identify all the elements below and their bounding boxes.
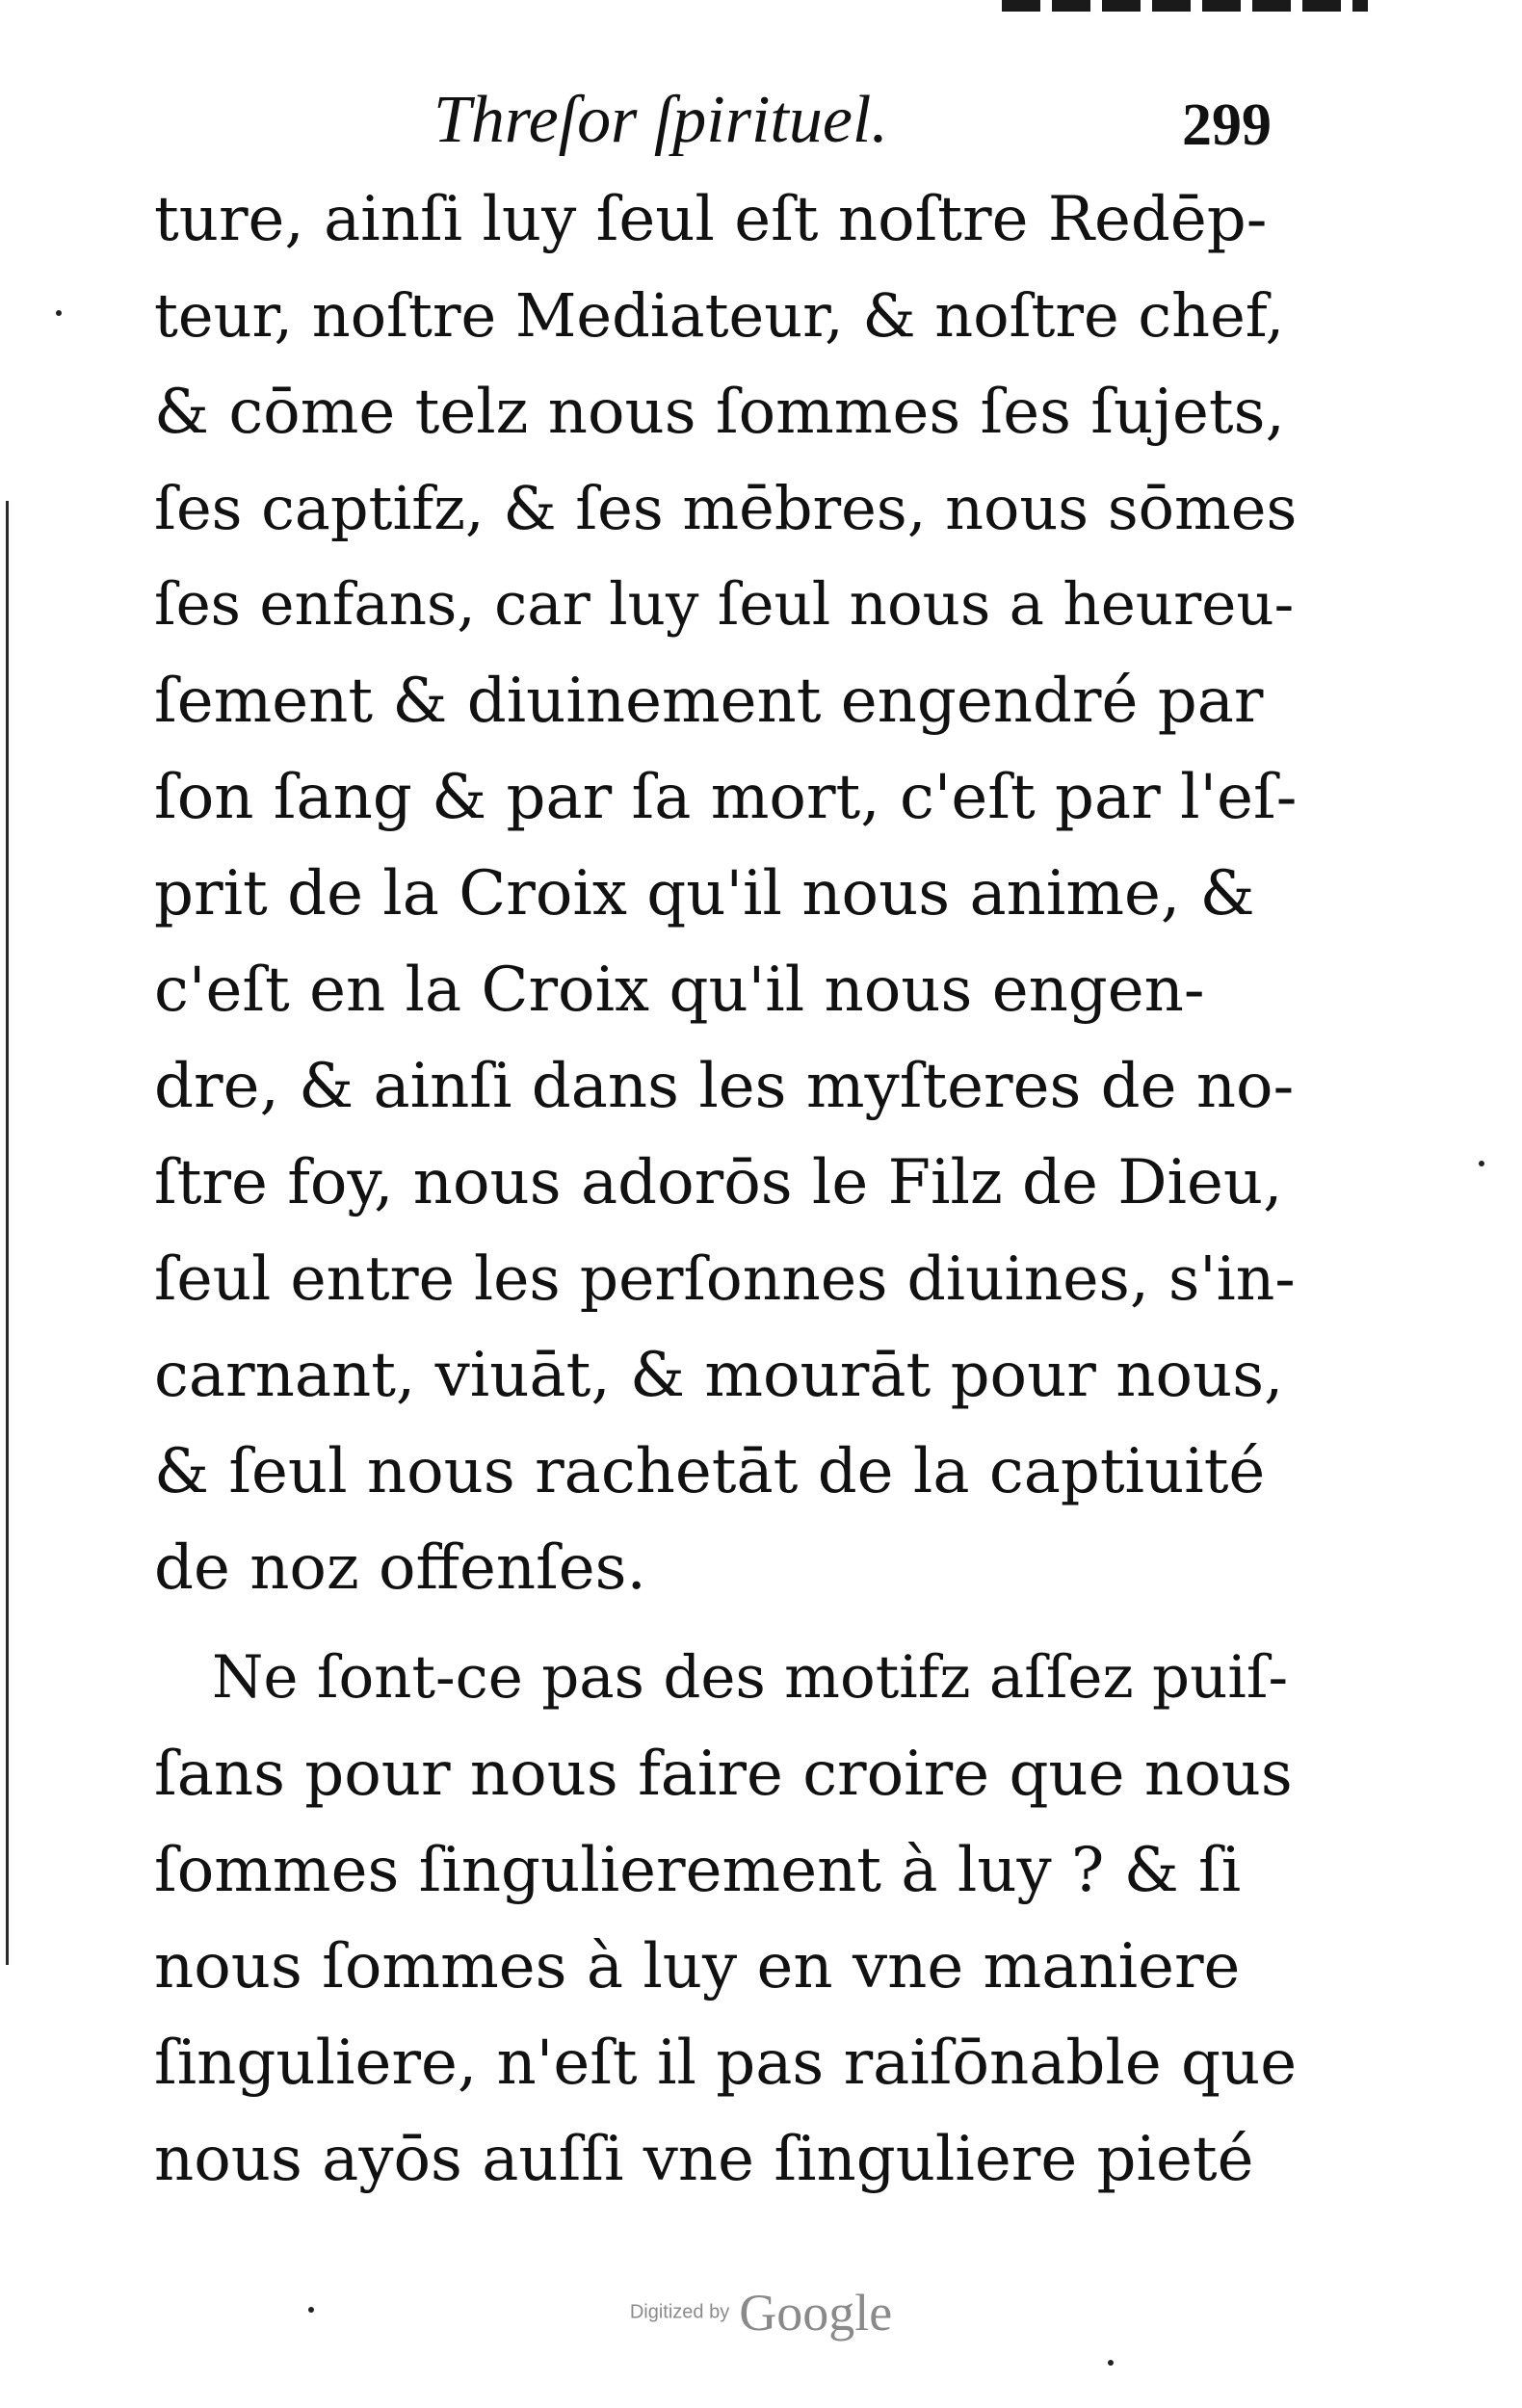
paragraph-gap	[154, 1616, 1300, 1630]
text-line: Ne ſont-ce pas des motifz aſſez puiſ-	[212, 1643, 1289, 1712]
text-line: ſans pour nous faire croire que nous	[154, 1739, 1293, 1810]
scan-edge-marks	[1002, 0, 1368, 12]
text-line: ſon ſang & par ſa mort, c'eſt par l'eſ-	[154, 762, 1298, 833]
scan-speck	[1108, 2360, 1114, 2366]
text-line: nous ſommes à luy en vne maniere	[154, 1931, 1241, 2002]
text-line: ſtre foy, nous adorōs le Filz de Dieu,	[154, 1147, 1283, 1218]
page-edge-shadow	[6, 501, 9, 1965]
text-line: & ſeul nous rachetāt de la captiuité	[154, 1436, 1266, 1507]
text-line: ſes captifz, & ſes mēbres, nous sōmes	[154, 473, 1298, 543]
text-line: nous ayōs auſſi vne ſinguliere pieté	[154, 2124, 1254, 2195]
text-line: ture, ainſi luy ſeul eſt noſtre Redēp-	[154, 184, 1268, 255]
page-header	[144, 77, 1291, 164]
google-logo: Google	[739, 2284, 893, 2342]
text-line: prit de la Croix qu'il nous anime, &	[154, 858, 1255, 929]
running-title: Threſor ſpirituel.	[433, 83, 888, 157]
digitized-watermark	[0, 2283, 1522, 2343]
body-text	[154, 171, 1300, 2208]
text-line: ſommes ſingulierement à luy ? & ſi	[154, 1835, 1242, 1906]
scan-speck	[56, 310, 62, 316]
text-line: ſement & diuinement engendré par	[154, 666, 1264, 737]
text-line: c'eſt en la Croix qu'il nous engen-	[154, 955, 1205, 1026]
text-line: teur, noſtre Mediateur, & noſtre chef,	[154, 280, 1285, 351]
text-line: ſeul entre les perſonnes diuines, s'in-	[154, 1243, 1296, 1314]
page-number: 299	[1182, 92, 1272, 158]
text-line: de noz offenſes.	[154, 1532, 646, 1604]
text-line: dre, & ainſi dans les myſteres de no-	[154, 1051, 1295, 1122]
scan-speck	[1479, 1161, 1484, 1166]
text-line: ſes enfans, car luy ſeul nous a heureu-	[154, 570, 1295, 639]
watermark-prefix: Digitized by	[629, 2301, 730, 2323]
text-line: ſinguliere, n'eſt il pas raiſōnable que	[154, 2028, 1298, 2099]
text-line: & cōme telz nous ſommes ſes ſujets,	[154, 377, 1285, 448]
text-line: carnant, viuāt, & mourāt pour nous,	[154, 1340, 1284, 1411]
